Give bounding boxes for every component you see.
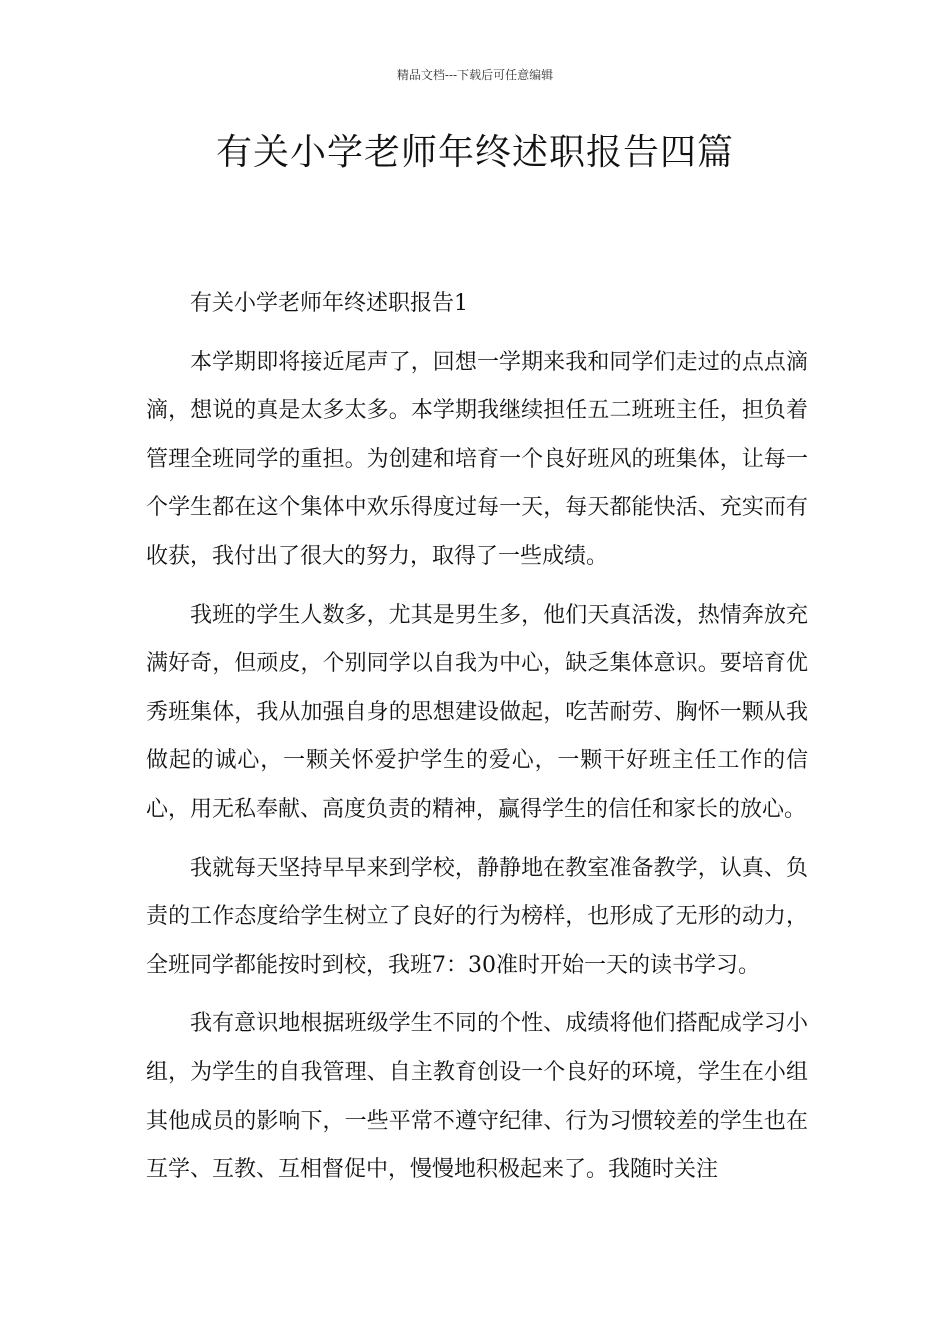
- body-paragraph: 我有意识地根据班级学生不同的个性、成绩将他们搭配成学习小组，为学生的自我管理、自主教育创设一个良好的环境，学生在小组其他成员的影响下，一些平常不遵守纪律、行为习惯较差的学生也在互学、互教、互相督促中，慢慢地积极起来了。我随时关注: [146, 1011, 808, 1183]
- body-paragraph: 本学期即将接近尾声了，回想一学期来我和同学们走过的点点滴滴，想说的真是太多太多。本学期我继续担任五二班班主任，担负着管理全班同学的重担。为创建和培育一个良好班风的班集体，让每一个学生都在这个集体中欢乐得度过每一天，每天都能快活、充实而有收获，我付出了很大的努力，取得了一些成绩。: [146, 349, 808, 569]
- document-title: 有关小学老师年终述职报告四篇: [215, 132, 734, 173]
- body-paragraph: 我就每天坚持早早来到学校，静静地在教室准备教学，认真、负责的工作态度给学生树立了良好的行为榜样，也形成了无形的动力，全班同学都能按时到校，我班7：30准时开始一天的读书学习。: [146, 855, 808, 978]
- body-paragraph: 我班的学生人数多，尤其是男生多，他们天真活泼，热情奔放充满好奇，但顽皮，个别同学以自我为中心，缺乏集体意识。要培育优秀班集体，我从加强自身的思想建设做起，吃苦耐劳、胸怀一颗从我做起的诚心，一颗关怀爱护学生的爱心，一颗干好班主任工作的信心，用无私奉献、高度负责的精神，赢得学生的信任和家长的放心。: [146, 602, 808, 822]
- document-body: [146, 280, 808, 1195]
- header-note: 精品文档---下载后可任意编辑: [396, 68, 554, 82]
- section-heading: 有关小学老师年终述职报告1: [190, 291, 468, 316]
